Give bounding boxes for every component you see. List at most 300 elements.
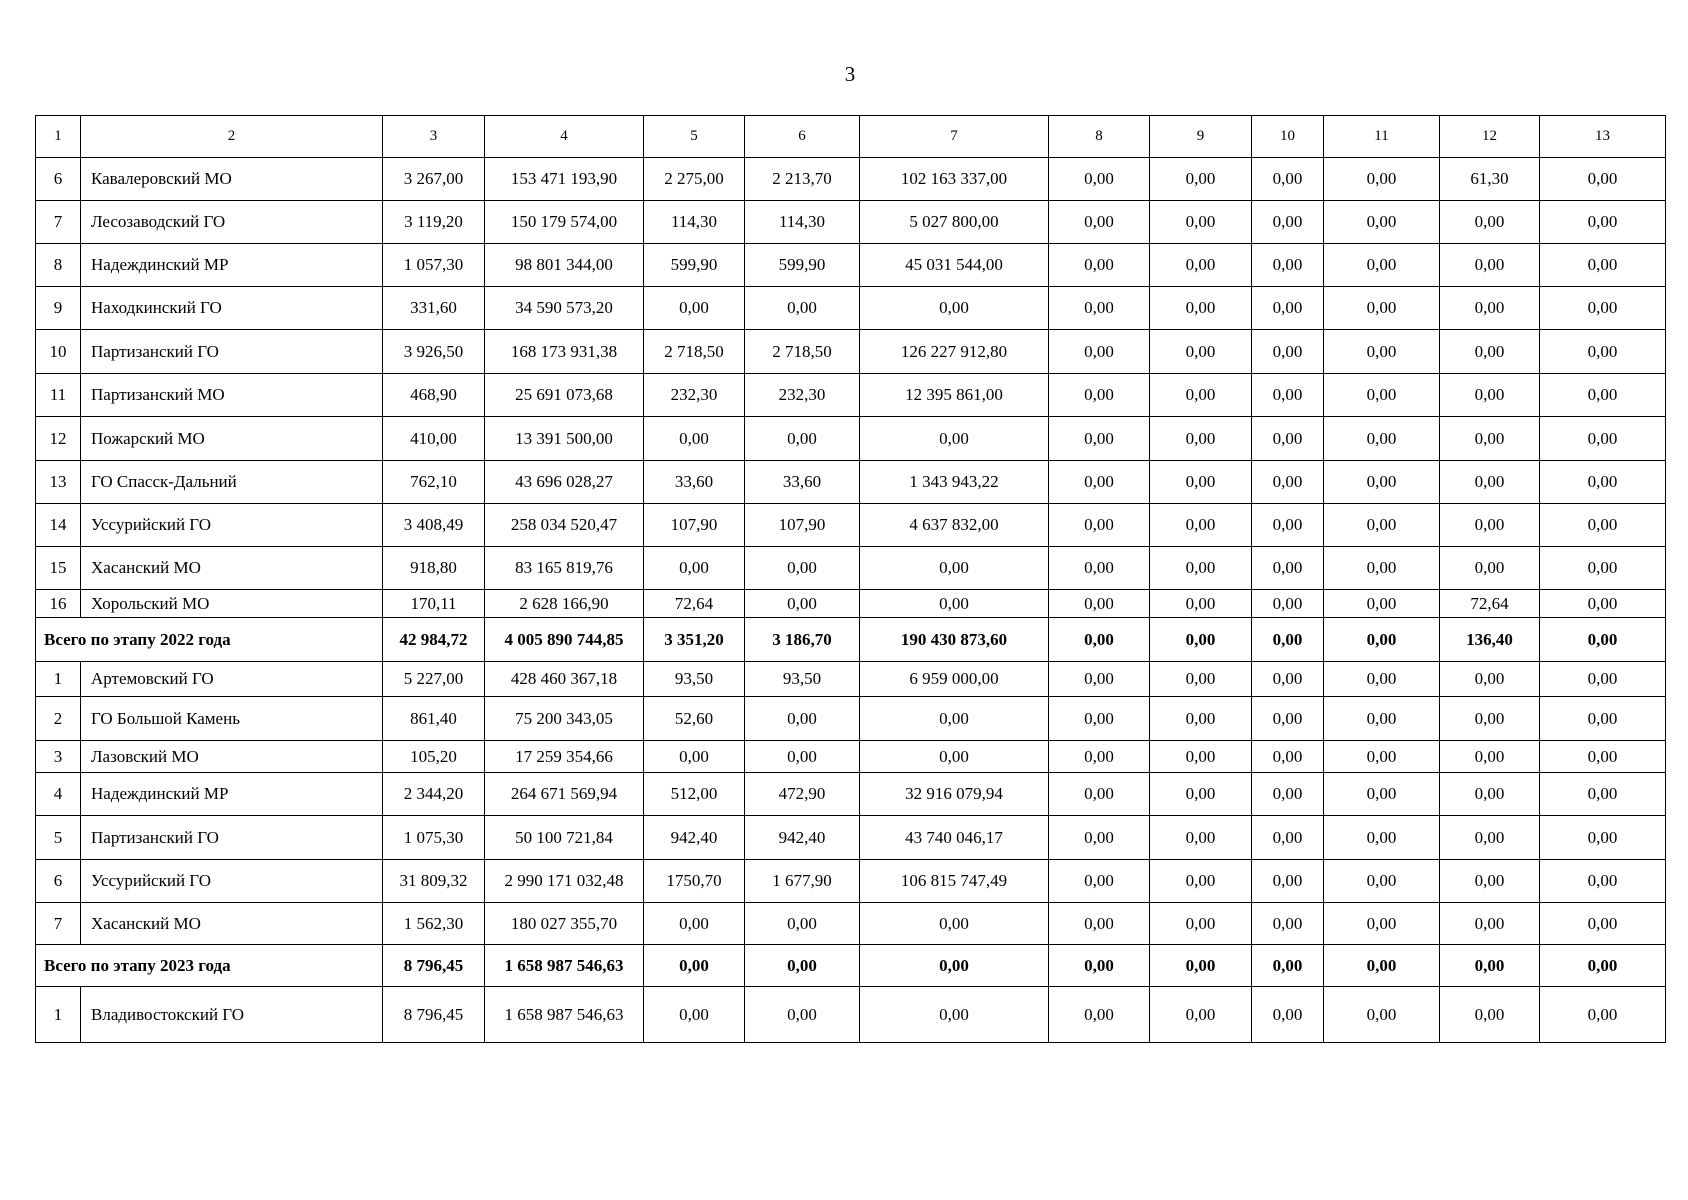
value-cell: 861,40 xyxy=(383,697,485,741)
column-header: 5 xyxy=(644,116,745,158)
value-cell: 331,60 xyxy=(383,287,485,330)
value-cell: 0,00 xyxy=(860,417,1049,461)
value-cell: 0,00 xyxy=(1540,201,1666,244)
value-cell: 0,00 xyxy=(1049,590,1150,618)
value-cell: 0,00 xyxy=(1540,618,1666,662)
value-cell: 0,00 xyxy=(1324,461,1440,504)
value-cell: 0,00 xyxy=(1324,945,1440,987)
table-row xyxy=(36,662,1666,697)
row-number: 2 xyxy=(36,697,81,741)
value-cell: 3 119,20 xyxy=(383,201,485,244)
value-cell: 72,64 xyxy=(644,590,745,618)
value-cell: 0,00 xyxy=(1440,741,1540,773)
municipality-name: Пожарский МО xyxy=(81,417,383,461)
value-cell: 0,00 xyxy=(1252,618,1324,662)
column-header: 4 xyxy=(485,116,644,158)
value-cell: 232,30 xyxy=(644,374,745,417)
table-row xyxy=(36,461,1666,504)
value-cell: 0,00 xyxy=(1252,590,1324,618)
municipality-name: Артемовский ГО xyxy=(81,662,383,697)
municipality-name: Хасанский МО xyxy=(81,547,383,590)
value-cell: 0,00 xyxy=(1324,618,1440,662)
value-cell: 3 186,70 xyxy=(745,618,860,662)
municipality-name: Кавалеровский МО xyxy=(81,158,383,201)
value-cell: 5 027 800,00 xyxy=(860,201,1049,244)
value-cell: 1 658 987 546,63 xyxy=(485,987,644,1043)
value-cell: 2 213,70 xyxy=(745,158,860,201)
value-cell: 0,00 xyxy=(1049,504,1150,547)
value-cell: 0,00 xyxy=(1252,201,1324,244)
value-cell: 0,00 xyxy=(1540,773,1666,816)
column-header: 8 xyxy=(1049,116,1150,158)
value-cell: 17 259 354,66 xyxy=(485,741,644,773)
value-cell: 5 227,00 xyxy=(383,662,485,697)
value-cell: 43 740 046,17 xyxy=(860,816,1049,860)
value-cell: 0,00 xyxy=(644,987,745,1043)
table-row xyxy=(36,987,1666,1043)
column-header: 1 xyxy=(36,116,81,158)
municipality-name: Партизанский ГО xyxy=(81,330,383,374)
value-cell: 0,00 xyxy=(1324,158,1440,201)
value-cell: 258 034 520,47 xyxy=(485,504,644,547)
value-cell: 0,00 xyxy=(1324,417,1440,461)
row-number: 1 xyxy=(36,987,81,1043)
value-cell: 0,00 xyxy=(860,287,1049,330)
value-cell: 0,00 xyxy=(1540,374,1666,417)
value-cell: 52,60 xyxy=(644,697,745,741)
value-cell: 0,00 xyxy=(1049,374,1150,417)
value-cell: 0,00 xyxy=(860,903,1049,945)
value-cell: 0,00 xyxy=(1150,816,1252,860)
value-cell: 0,00 xyxy=(1150,158,1252,201)
value-cell: 0,00 xyxy=(1440,773,1540,816)
row-number: 9 xyxy=(36,287,81,330)
value-cell: 0,00 xyxy=(644,903,745,945)
value-cell: 0,00 xyxy=(1440,330,1540,374)
value-cell: 0,00 xyxy=(1540,330,1666,374)
table-row xyxy=(36,590,1666,618)
value-cell: 0,00 xyxy=(745,547,860,590)
value-cell: 0,00 xyxy=(644,741,745,773)
table-row xyxy=(36,547,1666,590)
column-header: 2 xyxy=(81,116,383,158)
value-cell: 0,00 xyxy=(1440,504,1540,547)
value-cell: 0,00 xyxy=(1324,741,1440,773)
value-cell: 50 100 721,84 xyxy=(485,816,644,860)
column-header: 3 xyxy=(383,116,485,158)
value-cell: 0,00 xyxy=(1540,547,1666,590)
table-row xyxy=(36,773,1666,816)
municipality-name: Находкинский ГО xyxy=(81,287,383,330)
value-cell: 31 809,32 xyxy=(383,860,485,903)
value-cell: 0,00 xyxy=(1049,987,1150,1043)
value-cell: 0,00 xyxy=(1150,945,1252,987)
municipality-name: Лазовский МО xyxy=(81,741,383,773)
value-cell: 72,64 xyxy=(1440,590,1540,618)
value-cell: 0,00 xyxy=(860,945,1049,987)
value-cell: 0,00 xyxy=(1150,590,1252,618)
value-cell: 0,00 xyxy=(1049,461,1150,504)
value-cell: 0,00 xyxy=(1440,547,1540,590)
value-cell: 0,00 xyxy=(644,945,745,987)
value-cell: 0,00 xyxy=(1540,697,1666,741)
value-cell: 0,00 xyxy=(860,741,1049,773)
value-cell: 0,00 xyxy=(1324,662,1440,697)
value-cell: 98 801 344,00 xyxy=(485,244,644,287)
total-row xyxy=(36,945,1666,987)
value-cell: 0,00 xyxy=(1150,773,1252,816)
value-cell: 472,90 xyxy=(745,773,860,816)
value-cell: 0,00 xyxy=(1540,590,1666,618)
column-header: 12 xyxy=(1440,116,1540,158)
table-row xyxy=(36,158,1666,201)
value-cell: 0,00 xyxy=(1324,547,1440,590)
value-cell: 170,11 xyxy=(383,590,485,618)
table-row xyxy=(36,741,1666,773)
value-cell: 0,00 xyxy=(1150,244,1252,287)
value-cell: 168 173 931,38 xyxy=(485,330,644,374)
value-cell: 107,90 xyxy=(745,504,860,547)
value-cell: 0,00 xyxy=(1049,287,1150,330)
total-label: Всего по этапу 2022 года xyxy=(36,618,383,662)
municipality-name: ГО Большой Камень xyxy=(81,697,383,741)
value-cell: 75 200 343,05 xyxy=(485,697,644,741)
value-cell: 13 391 500,00 xyxy=(485,417,644,461)
value-cell: 0,00 xyxy=(1252,945,1324,987)
value-cell: 2 628 166,90 xyxy=(485,590,644,618)
value-cell: 1750,70 xyxy=(644,860,745,903)
value-cell: 1 562,30 xyxy=(383,903,485,945)
value-cell: 0,00 xyxy=(1150,461,1252,504)
value-cell: 0,00 xyxy=(1540,461,1666,504)
row-number: 16 xyxy=(36,590,81,618)
value-cell: 0,00 xyxy=(1440,816,1540,860)
value-cell: 762,10 xyxy=(383,461,485,504)
value-cell: 0,00 xyxy=(860,590,1049,618)
value-cell: 0,00 xyxy=(1049,773,1150,816)
value-cell: 0,00 xyxy=(1440,201,1540,244)
municipality-name: Надеждинский МР xyxy=(81,773,383,816)
value-cell: 0,00 xyxy=(644,547,745,590)
value-cell: 0,00 xyxy=(1049,244,1150,287)
value-cell: 0,00 xyxy=(1440,860,1540,903)
value-cell: 0,00 xyxy=(1150,662,1252,697)
value-cell: 942,40 xyxy=(745,816,860,860)
value-cell: 0,00 xyxy=(1252,741,1324,773)
value-cell: 599,90 xyxy=(644,244,745,287)
value-cell: 12 395 861,00 xyxy=(860,374,1049,417)
table-row xyxy=(36,417,1666,461)
value-cell: 25 691 073,68 xyxy=(485,374,644,417)
value-cell: 33,60 xyxy=(745,461,860,504)
value-cell: 0,00 xyxy=(1252,461,1324,504)
value-cell: 0,00 xyxy=(1252,287,1324,330)
table-row xyxy=(36,860,1666,903)
value-cell: 232,30 xyxy=(745,374,860,417)
value-cell: 0,00 xyxy=(1324,987,1440,1043)
row-number: 14 xyxy=(36,504,81,547)
column-header: 11 xyxy=(1324,116,1440,158)
value-cell: 428 460 367,18 xyxy=(485,662,644,697)
table-row xyxy=(36,697,1666,741)
value-cell: 0,00 xyxy=(1150,860,1252,903)
value-cell: 0,00 xyxy=(1324,330,1440,374)
value-cell: 0,00 xyxy=(1324,374,1440,417)
value-cell: 410,00 xyxy=(383,417,485,461)
value-cell: 107,90 xyxy=(644,504,745,547)
value-cell: 468,90 xyxy=(383,374,485,417)
value-cell: 0,00 xyxy=(1049,547,1150,590)
value-cell: 0,00 xyxy=(1324,697,1440,741)
row-number: 6 xyxy=(36,158,81,201)
value-cell: 0,00 xyxy=(1150,330,1252,374)
row-number: 12 xyxy=(36,417,81,461)
value-cell: 2 718,50 xyxy=(745,330,860,374)
value-cell: 599,90 xyxy=(745,244,860,287)
column-header: 9 xyxy=(1150,116,1252,158)
column-header: 6 xyxy=(745,116,860,158)
value-cell: 0,00 xyxy=(1252,860,1324,903)
value-cell: 918,80 xyxy=(383,547,485,590)
value-cell: 0,00 xyxy=(1252,662,1324,697)
value-cell: 0,00 xyxy=(1540,504,1666,547)
total-label: Всего по этапу 2023 года xyxy=(36,945,383,987)
value-cell: 190 430 873,60 xyxy=(860,618,1049,662)
row-number: 10 xyxy=(36,330,81,374)
value-cell: 0,00 xyxy=(1049,697,1150,741)
municipality-name: Уссурийский ГО xyxy=(81,860,383,903)
value-cell: 0,00 xyxy=(1252,417,1324,461)
value-cell: 0,00 xyxy=(1049,417,1150,461)
value-cell: 0,00 xyxy=(1252,504,1324,547)
table-row xyxy=(36,287,1666,330)
value-cell: 0,00 xyxy=(1540,903,1666,945)
row-number: 15 xyxy=(36,547,81,590)
column-header: 10 xyxy=(1252,116,1324,158)
header-row xyxy=(36,116,1666,158)
value-cell: 0,00 xyxy=(745,590,860,618)
value-cell: 42 984,72 xyxy=(383,618,485,662)
value-cell: 0,00 xyxy=(745,287,860,330)
row-number: 4 xyxy=(36,773,81,816)
value-cell: 0,00 xyxy=(745,741,860,773)
table-row xyxy=(36,816,1666,860)
value-cell: 0,00 xyxy=(1049,816,1150,860)
value-cell: 0,00 xyxy=(745,945,860,987)
municipality-name: Лесозаводский ГО xyxy=(81,201,383,244)
value-cell: 0,00 xyxy=(1049,618,1150,662)
value-cell: 105,20 xyxy=(383,741,485,773)
value-cell: 0,00 xyxy=(1540,287,1666,330)
row-number: 1 xyxy=(36,662,81,697)
value-cell: 1 658 987 546,63 xyxy=(485,945,644,987)
value-cell: 0,00 xyxy=(1150,547,1252,590)
value-cell: 0,00 xyxy=(1252,158,1324,201)
value-cell: 0,00 xyxy=(1049,903,1150,945)
value-cell: 0,00 xyxy=(1540,987,1666,1043)
value-cell: 0,00 xyxy=(1150,741,1252,773)
municipality-name: Надеждинский МР xyxy=(81,244,383,287)
value-cell: 0,00 xyxy=(745,903,860,945)
value-cell: 0,00 xyxy=(1049,201,1150,244)
table-row xyxy=(36,330,1666,374)
value-cell: 3 926,50 xyxy=(383,330,485,374)
value-cell: 0,00 xyxy=(1252,697,1324,741)
value-cell: 4 005 890 744,85 xyxy=(485,618,644,662)
value-cell: 0,00 xyxy=(1440,244,1540,287)
value-cell: 0,00 xyxy=(1324,773,1440,816)
value-cell: 0,00 xyxy=(1440,945,1540,987)
value-cell: 126 227 912,80 xyxy=(860,330,1049,374)
value-cell: 0,00 xyxy=(1252,547,1324,590)
value-cell: 2 275,00 xyxy=(644,158,745,201)
value-cell: 0,00 xyxy=(1540,741,1666,773)
value-cell: 0,00 xyxy=(1252,374,1324,417)
value-cell: 114,30 xyxy=(644,201,745,244)
value-cell: 0,00 xyxy=(1150,201,1252,244)
value-cell: 8 796,45 xyxy=(383,987,485,1043)
value-cell: 2 718,50 xyxy=(644,330,745,374)
value-cell: 0,00 xyxy=(1150,697,1252,741)
value-cell: 0,00 xyxy=(1324,201,1440,244)
value-cell: 0,00 xyxy=(1049,860,1150,903)
row-number: 13 xyxy=(36,461,81,504)
value-cell: 0,00 xyxy=(1540,417,1666,461)
value-cell: 0,00 xyxy=(745,987,860,1043)
value-cell: 106 815 747,49 xyxy=(860,860,1049,903)
value-cell: 150 179 574,00 xyxy=(485,201,644,244)
value-cell: 0,00 xyxy=(1324,590,1440,618)
value-cell: 93,50 xyxy=(644,662,745,697)
value-cell: 45 031 544,00 xyxy=(860,244,1049,287)
value-cell: 0,00 xyxy=(1252,330,1324,374)
municipality-name: Хорольский МО xyxy=(81,590,383,618)
page-number: 3 xyxy=(844,62,856,86)
value-cell: 4 637 832,00 xyxy=(860,504,1049,547)
value-cell: 1 057,30 xyxy=(383,244,485,287)
value-cell: 0,00 xyxy=(1049,741,1150,773)
table-row xyxy=(36,201,1666,244)
value-cell: 0,00 xyxy=(1440,903,1540,945)
value-cell: 83 165 819,76 xyxy=(485,547,644,590)
value-cell: 0,00 xyxy=(1540,945,1666,987)
value-cell: 0,00 xyxy=(1252,987,1324,1043)
value-cell: 0,00 xyxy=(1440,987,1540,1043)
value-cell: 0,00 xyxy=(644,287,745,330)
value-cell: 102 163 337,00 xyxy=(860,158,1049,201)
value-cell: 0,00 xyxy=(1440,697,1540,741)
value-cell: 8 796,45 xyxy=(383,945,485,987)
row-number: 8 xyxy=(36,244,81,287)
value-cell: 0,00 xyxy=(1252,903,1324,945)
value-cell: 0,00 xyxy=(1150,618,1252,662)
data-table xyxy=(35,115,1666,1043)
value-cell: 0,00 xyxy=(1440,287,1540,330)
value-cell: 0,00 xyxy=(1150,504,1252,547)
value-cell: 2 990 171 032,48 xyxy=(485,860,644,903)
table-row xyxy=(36,244,1666,287)
value-cell: 93,50 xyxy=(745,662,860,697)
value-cell: 136,40 xyxy=(1440,618,1540,662)
value-cell: 0,00 xyxy=(1324,903,1440,945)
row-number: 5 xyxy=(36,816,81,860)
value-cell: 0,00 xyxy=(1150,417,1252,461)
value-cell: 0,00 xyxy=(1252,244,1324,287)
value-cell: 0,00 xyxy=(1049,662,1150,697)
value-cell: 0,00 xyxy=(1150,987,1252,1043)
value-cell: 0,00 xyxy=(1324,287,1440,330)
value-cell: 3 408,49 xyxy=(383,504,485,547)
value-cell: 0,00 xyxy=(1324,504,1440,547)
row-number: 6 xyxy=(36,860,81,903)
value-cell: 1 677,90 xyxy=(745,860,860,903)
value-cell: 114,30 xyxy=(745,201,860,244)
value-cell: 61,30 xyxy=(1440,158,1540,201)
municipality-name: Уссурийский ГО xyxy=(81,504,383,547)
value-cell: 153 471 193,90 xyxy=(485,158,644,201)
value-cell: 0,00 xyxy=(1540,860,1666,903)
value-cell: 0,00 xyxy=(1540,662,1666,697)
value-cell: 942,40 xyxy=(644,816,745,860)
municipality-name: Владивостокский ГО xyxy=(81,987,383,1043)
value-cell: 0,00 xyxy=(1049,158,1150,201)
value-cell: 1 075,30 xyxy=(383,816,485,860)
value-cell: 0,00 xyxy=(1540,244,1666,287)
row-number: 11 xyxy=(36,374,81,417)
table-row xyxy=(36,903,1666,945)
value-cell: 0,00 xyxy=(1150,903,1252,945)
value-cell: 0,00 xyxy=(1049,945,1150,987)
value-cell: 0,00 xyxy=(1150,287,1252,330)
value-cell: 33,60 xyxy=(644,461,745,504)
value-cell: 0,00 xyxy=(1252,816,1324,860)
table-row xyxy=(36,374,1666,417)
value-cell: 0,00 xyxy=(1324,860,1440,903)
value-cell: 0,00 xyxy=(860,987,1049,1043)
municipality-name: Хасанский МО xyxy=(81,903,383,945)
value-cell: 0,00 xyxy=(1540,158,1666,201)
value-cell: 3 351,20 xyxy=(644,618,745,662)
value-cell: 0,00 xyxy=(1324,244,1440,287)
table-row xyxy=(36,504,1666,547)
row-number: 3 xyxy=(36,741,81,773)
municipality-name: ГО Спасск-Дальний xyxy=(81,461,383,504)
value-cell: 0,00 xyxy=(860,547,1049,590)
value-cell: 0,00 xyxy=(1440,374,1540,417)
municipality-name: Партизанский МО xyxy=(81,374,383,417)
value-cell: 0,00 xyxy=(1440,461,1540,504)
value-cell: 32 916 079,94 xyxy=(860,773,1049,816)
value-cell: 3 267,00 xyxy=(383,158,485,201)
row-number: 7 xyxy=(36,903,81,945)
total-row xyxy=(36,618,1666,662)
municipality-name: Партизанский ГО xyxy=(81,816,383,860)
value-cell: 264 671 569,94 xyxy=(485,773,644,816)
value-cell: 0,00 xyxy=(1440,417,1540,461)
value-cell: 0,00 xyxy=(1252,773,1324,816)
value-cell: 0,00 xyxy=(1049,330,1150,374)
value-cell: 43 696 028,27 xyxy=(485,461,644,504)
row-number: 7 xyxy=(36,201,81,244)
value-cell: 34 590 573,20 xyxy=(485,287,644,330)
value-cell: 0,00 xyxy=(1150,374,1252,417)
value-cell: 0,00 xyxy=(644,417,745,461)
value-cell: 0,00 xyxy=(860,697,1049,741)
column-header: 13 xyxy=(1540,116,1666,158)
value-cell: 6 959 000,00 xyxy=(860,662,1049,697)
value-cell: 2 344,20 xyxy=(383,773,485,816)
value-cell: 512,00 xyxy=(644,773,745,816)
